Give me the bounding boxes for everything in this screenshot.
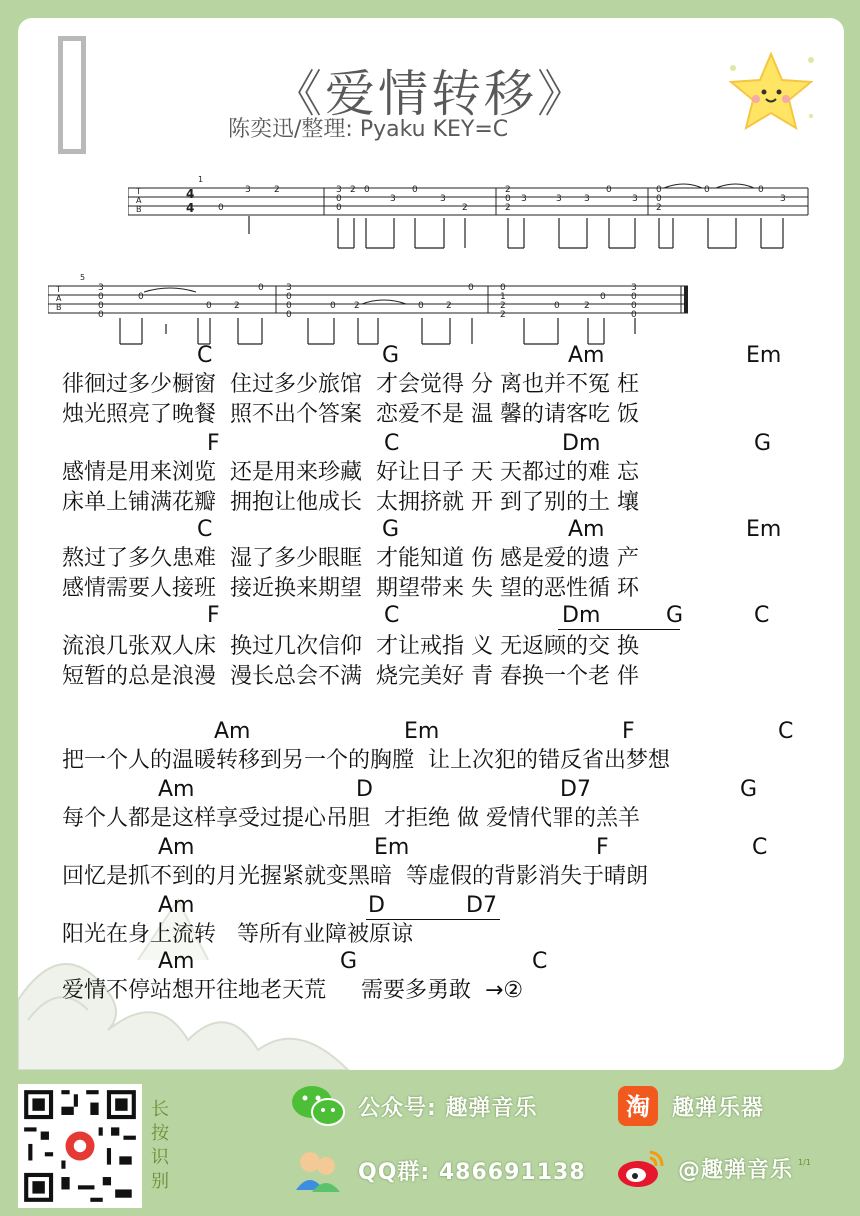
lyric-line: 床单上铺满花瓣 拥抱让他成长 太拥挤就 开 到了别的土 壤 xyxy=(62,490,639,515)
chord-symbol: C xyxy=(752,835,768,860)
tab-staff-row-1 xyxy=(128,176,828,256)
svg-text:T: T xyxy=(56,285,61,294)
chord-symbol: Am xyxy=(158,893,195,918)
chord-symbol: C xyxy=(384,603,400,628)
svg-text:2: 2 xyxy=(500,310,506,320)
svg-text:3: 3 xyxy=(336,185,342,195)
chord-symbol: G xyxy=(382,517,400,542)
chord-symbol: F xyxy=(596,835,609,860)
svg-text:2: 2 xyxy=(505,203,511,213)
svg-text:A: A xyxy=(136,196,142,205)
svg-text:0: 0 xyxy=(98,301,104,311)
svg-text:4: 4 xyxy=(186,201,195,215)
qq-group-icon xyxy=(290,1146,346,1194)
svg-text:0: 0 xyxy=(98,292,104,302)
svg-text:0: 0 xyxy=(600,292,606,302)
svg-text:2: 2 xyxy=(462,203,468,213)
svg-text:0: 0 xyxy=(554,301,560,311)
chord-symbol: Dm xyxy=(562,603,601,628)
svg-text:2: 2 xyxy=(584,301,590,311)
svg-text:0: 0 xyxy=(286,292,292,302)
chord-symbol: Em xyxy=(374,835,410,860)
taobao-store[interactable] xyxy=(616,1084,764,1128)
chord-symbol: G xyxy=(382,343,400,368)
weibo-account[interactable] xyxy=(616,1146,793,1190)
svg-text:3: 3 xyxy=(521,194,527,204)
svg-text:A: A xyxy=(56,294,62,303)
wechat-account[interactable] xyxy=(290,1084,537,1128)
chord-symbol: D xyxy=(356,777,373,802)
page-number: 1/1 xyxy=(798,1158,811,1167)
svg-text:3: 3 xyxy=(245,185,251,195)
weibo-icon xyxy=(616,1146,666,1190)
chord-symbol: Em xyxy=(746,343,782,368)
svg-text:2: 2 xyxy=(234,301,240,311)
svg-text:0: 0 xyxy=(500,283,506,293)
qq-group-label: QQ群: 486691138 xyxy=(358,1159,586,1185)
chord-symbol: Em xyxy=(404,719,440,744)
lyric-line: 短暂的总是浪漫 漫长总会不满 烧完美好 青 春换一个老 伴 xyxy=(62,664,639,689)
chord-symbol: F xyxy=(207,603,220,628)
svg-text:0: 0 xyxy=(258,283,264,293)
svg-text:淘: 淘 xyxy=(626,1093,650,1121)
svg-text:3: 3 xyxy=(390,194,396,204)
chord-symbol: Am xyxy=(158,835,195,860)
tab-staff-row-2 xyxy=(48,266,728,346)
lyric-line: 徘徊过多少橱窗 住过多少旅馆 才会觉得 分 离也并不冤 枉 xyxy=(62,372,639,397)
svg-text:B: B xyxy=(56,303,62,312)
chord-symbol: Em xyxy=(746,517,782,542)
measure-number: 5 xyxy=(80,273,86,282)
svg-text:0: 0 xyxy=(98,310,104,320)
chord-symbol: D7 xyxy=(466,893,497,918)
svg-text:2: 2 xyxy=(350,185,356,195)
qr-code[interactable] xyxy=(18,1084,142,1208)
svg-text:3: 3 xyxy=(556,194,562,204)
lyric-line: 爱情不停站想开往地老天荒 需要多勇敢 →② xyxy=(62,978,524,1003)
chord-symbol: Am xyxy=(158,949,195,974)
svg-text:1: 1 xyxy=(500,292,506,302)
chord-symbol: Dm xyxy=(562,431,601,456)
star-icon xyxy=(723,46,818,136)
svg-text:0: 0 xyxy=(631,310,637,320)
svg-text:0: 0 xyxy=(336,194,342,204)
taobao-label: 趣弹乐器 xyxy=(672,1095,765,1121)
svg-text:3: 3 xyxy=(631,283,637,293)
lyric-line: 感情需要人接班 接近换来期望 期望带来 失 望的恶性循 环 xyxy=(62,576,639,601)
svg-text:4: 4 xyxy=(186,187,195,201)
score-sheet xyxy=(18,18,844,1070)
svg-text:0: 0 xyxy=(606,185,612,195)
svg-text:2: 2 xyxy=(274,185,280,195)
chord-symbol: Am xyxy=(568,517,605,542)
svg-text:0: 0 xyxy=(206,301,212,311)
qq-group[interactable] xyxy=(290,1146,586,1194)
svg-text:0: 0 xyxy=(656,185,662,195)
svg-text:3: 3 xyxy=(780,194,786,204)
svg-text:3: 3 xyxy=(440,194,446,204)
chord-symbol: F xyxy=(207,431,220,456)
svg-text:3: 3 xyxy=(98,283,104,293)
chord-symbol: C xyxy=(532,949,548,974)
chord-symbol: Am xyxy=(568,343,605,368)
svg-text:0: 0 xyxy=(758,185,764,195)
lyric-line: 每个人都是这样享受过提心吊胆 才拒绝 做 爱情代罪的羔羊 xyxy=(62,806,640,831)
lyric-line: 熬过了多久患难 湿了多少眼眶 才能知道 伤 感是爱的遗 产 xyxy=(62,546,639,571)
svg-text:0: 0 xyxy=(505,194,511,204)
song-subtitle: 陈奕迅/整理: Pyaku KEY=C xyxy=(228,117,509,142)
svg-text:2: 2 xyxy=(446,301,452,311)
wave-decoration xyxy=(18,880,378,1070)
chord-symbol: D7 xyxy=(560,777,591,802)
chord-symbol: G xyxy=(740,777,758,802)
footer-bar xyxy=(0,1070,860,1216)
weibo-label: @趣弹音乐 xyxy=(678,1157,794,1183)
lyric-line: 阳光在身上流转 等所有业障被原谅 xyxy=(62,922,413,947)
svg-text:0: 0 xyxy=(336,203,342,213)
chord-symbol: D xyxy=(368,893,385,918)
svg-text:0: 0 xyxy=(286,310,292,320)
chord-symbol: C xyxy=(778,719,794,744)
lyric-line: 把一个人的温暖转移到另一个的胸膛 让上次犯的错反省出梦想 xyxy=(62,748,670,773)
page-title: 《爱情转移》 xyxy=(272,65,590,123)
svg-text:0: 0 xyxy=(286,301,292,311)
svg-text:0: 0 xyxy=(412,185,418,195)
svg-text:2: 2 xyxy=(505,185,511,195)
chord-symbol: G xyxy=(340,949,358,974)
qr-scan-label: 长按识别 xyxy=(151,1099,169,1192)
svg-text:0: 0 xyxy=(631,292,637,302)
chord-symbol: F xyxy=(622,719,635,744)
chord-symbol: Am xyxy=(158,777,195,802)
svg-text:3: 3 xyxy=(286,283,292,293)
svg-text:0: 0 xyxy=(468,283,474,293)
chord-symbol: Am xyxy=(214,719,251,744)
wechat-icon xyxy=(290,1084,346,1128)
svg-text:3: 3 xyxy=(584,194,590,204)
chord-symbol: G xyxy=(754,431,772,456)
svg-text:2: 2 xyxy=(656,203,662,213)
lyric-line: 烛光照亮了晚餐 照不出个答案 恋爱不是 温 馨的请客吃 饭 xyxy=(62,402,639,427)
chord-underline xyxy=(558,629,680,630)
svg-text:0: 0 xyxy=(364,185,370,195)
chord-symbol: C xyxy=(384,431,400,456)
svg-text:T: T xyxy=(136,187,141,196)
svg-text:0: 0 xyxy=(656,194,662,204)
wechat-label: 公众号: 趣弹音乐 xyxy=(358,1095,538,1121)
chord-symbol: C xyxy=(754,603,770,628)
svg-text:2: 2 xyxy=(500,301,506,311)
chord-symbol: C xyxy=(197,517,213,542)
svg-text:0: 0 xyxy=(704,185,710,195)
chord-symbol: G xyxy=(666,603,684,628)
svg-text:0: 0 xyxy=(138,292,144,302)
lyric-line: 回忆是抓不到的月光握紧就变黑暗 等虚假的背影消失于晴朗 xyxy=(62,864,648,889)
lyric-line: 感情是用来浏览 还是用来珍藏 好让日子 天 天都过的难 忘 xyxy=(62,460,639,485)
svg-text:0: 0 xyxy=(218,203,224,213)
svg-text:0: 0 xyxy=(418,301,424,311)
measure-number: 1 xyxy=(198,176,204,184)
lyric-line: 流浪几张双人床 换过几次信仰 才让戒指 义 无返顾的交 换 xyxy=(62,634,639,659)
chord-symbol: C xyxy=(197,343,213,368)
svg-text:0: 0 xyxy=(631,301,637,311)
svg-text:3: 3 xyxy=(632,194,638,204)
taobao-icon xyxy=(616,1084,660,1128)
svg-text:B: B xyxy=(136,205,142,214)
svg-text:2: 2 xyxy=(354,301,360,311)
svg-text:0: 0 xyxy=(330,301,336,311)
